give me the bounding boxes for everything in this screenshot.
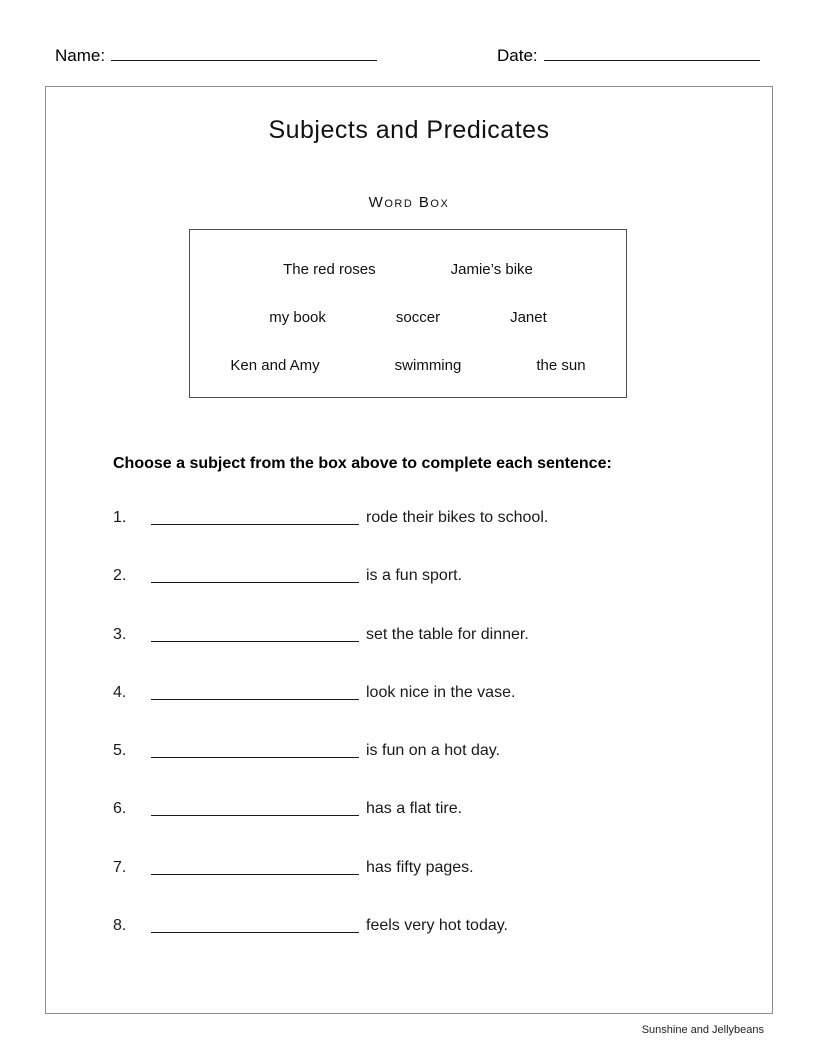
sentence-item	[113, 917, 673, 975]
answer-blank-line	[151, 800, 359, 816]
sentence-item	[113, 859, 673, 917]
sentence-item	[113, 626, 673, 684]
answer-blank-line	[151, 509, 359, 525]
instruction-text: Choose a subject from the box above to complete each sentence:	[113, 455, 612, 472]
word-box-item: the sun	[536, 356, 586, 374]
sentence-number: 4.	[113, 683, 127, 701]
word-box-row	[190, 341, 626, 389]
date-label: Date:	[497, 46, 538, 65]
sentence-text: rode their bikes to school.	[366, 509, 549, 526]
name-blank-line	[111, 44, 377, 61]
sentence-number: 6.	[113, 800, 127, 818]
name-field-row	[55, 44, 377, 66]
word-box	[189, 229, 627, 398]
answer-blank-line	[151, 567, 359, 583]
sentence-text: has fifty pages.	[366, 858, 474, 876]
sentence-text: is fun on a hot day.	[366, 742, 501, 760]
sentence-text: look nice in the vase.	[366, 683, 516, 701]
sentence-number: 3.	[113, 625, 127, 643]
word-box-item: soccer	[395, 308, 441, 326]
word-box-item: Janet	[510, 308, 547, 326]
sentence-item	[113, 509, 673, 567]
sentence-number: 8.	[113, 917, 127, 935]
sentence-number: 2.	[113, 567, 127, 585]
answer-blank-line	[151, 742, 359, 758]
date-field-row	[497, 44, 760, 66]
answer-blank-line	[151, 626, 359, 642]
sentence-number: 1.	[113, 509, 127, 526]
word-box-row	[190, 245, 626, 293]
sentence-text: has a flat tire.	[366, 800, 463, 818]
word-box-item: The red roses	[283, 260, 376, 278]
word-box-item: Jamie’s bike	[450, 260, 533, 278]
sentence-list	[113, 509, 673, 975]
word-box-item: Ken and Amy	[230, 356, 320, 374]
sentence-number: 5.	[113, 742, 127, 760]
sentence-number: 7.	[113, 858, 127, 876]
word-box-label: Word Box	[368, 194, 450, 211]
sentence-item	[113, 567, 673, 625]
footer-credit: Sunshine and Jellybeans	[641, 1024, 764, 1036]
sentence-item	[113, 684, 673, 742]
word-box-row	[190, 293, 626, 341]
word-box-item: my book	[269, 308, 326, 326]
answer-blank-line	[151, 859, 359, 875]
date-blank-line	[544, 44, 760, 61]
sentence-item	[113, 742, 673, 800]
page-title: Subjects and Predicates	[268, 116, 550, 144]
answer-blank-line	[151, 684, 359, 700]
name-label: Name:	[55, 46, 106, 65]
word-box-item: swimming	[394, 356, 462, 374]
sentence-text: feels very hot today.	[366, 917, 508, 935]
sentence-text: set the table for dinner.	[366, 625, 529, 643]
answer-blank-line	[151, 917, 359, 933]
sentence-text: is a fun sport.	[366, 567, 463, 585]
sentence-item	[113, 800, 673, 858]
